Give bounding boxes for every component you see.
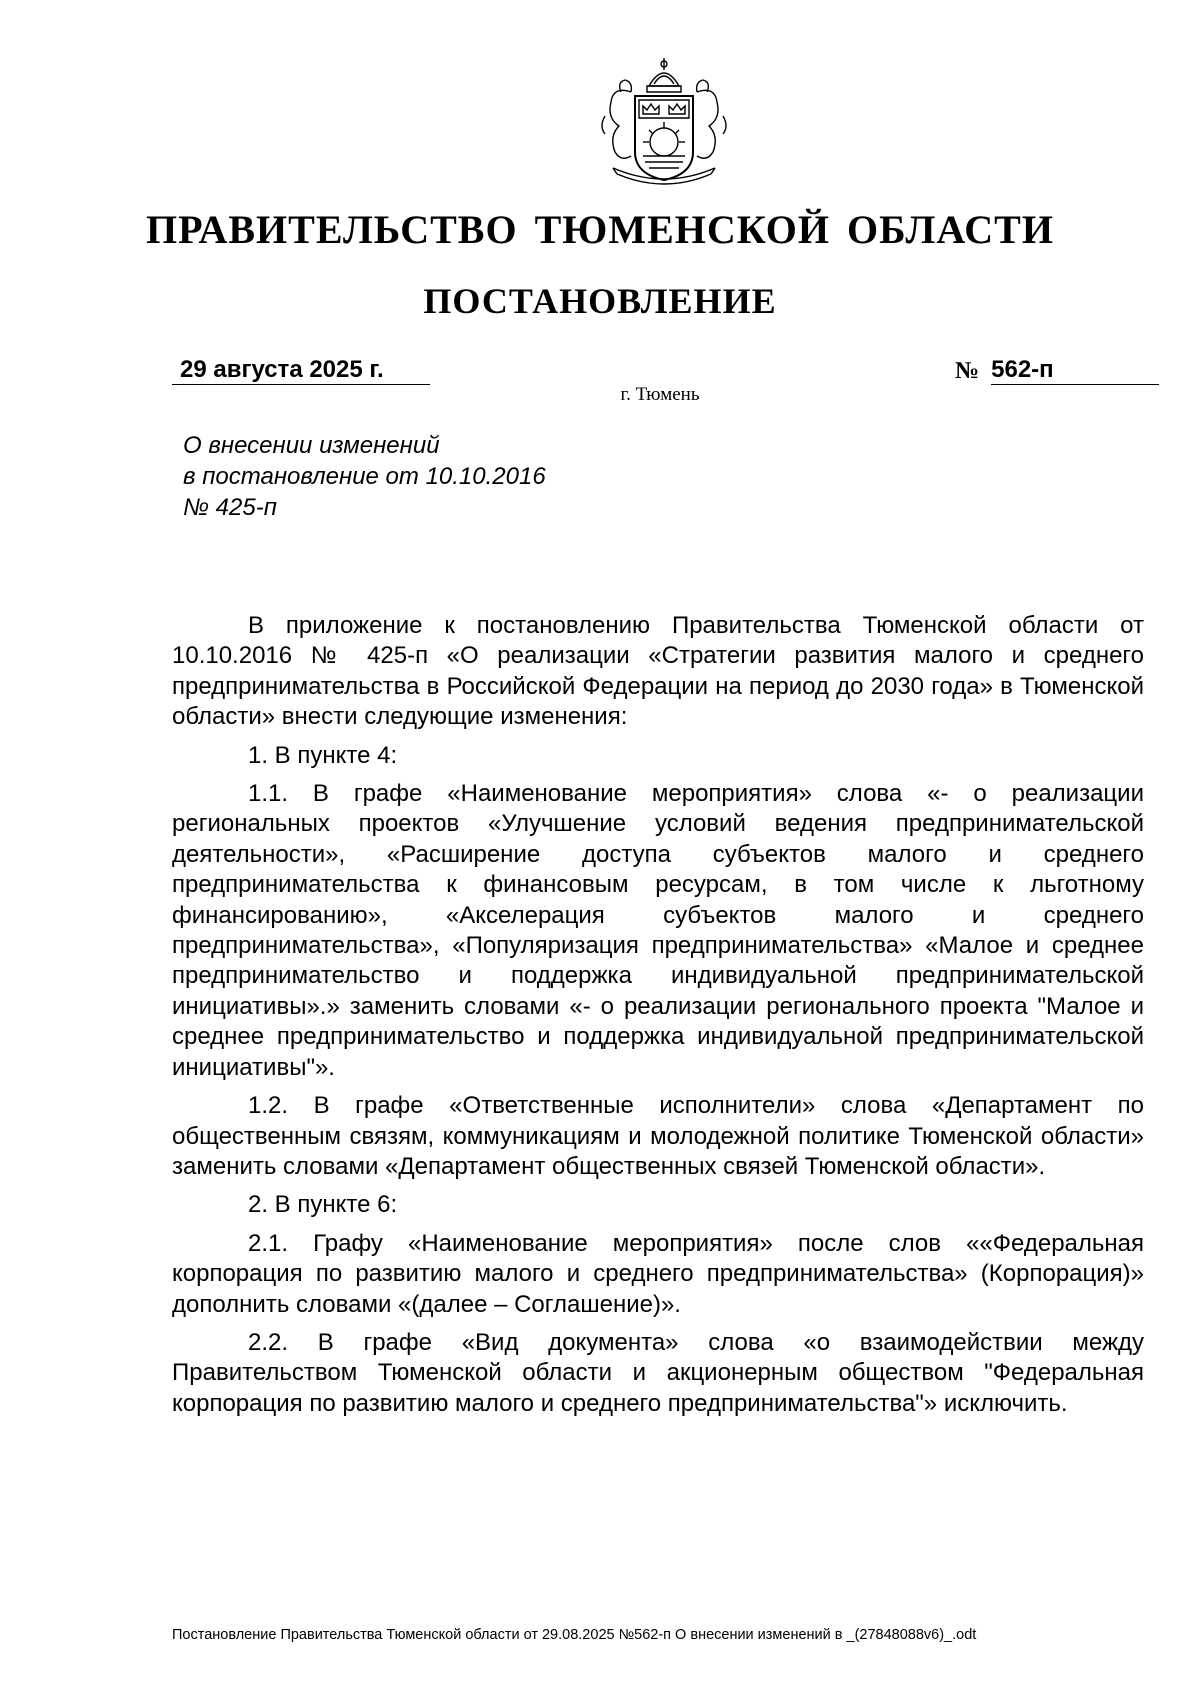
page-footer: Постановление Правительства Тюменской области от 29.08.2025 №562-п О внесении изменений в _(27848088v6)_.odt	[172, 1627, 977, 1643]
document-number-block	[955, 356, 1159, 385]
number-sign: №	[955, 358, 980, 384]
body-paragraph: 2. В пункте 6:	[248, 1191, 398, 1219]
document-type: ПОСТАНОВЛЕНИЕ	[423, 281, 777, 321]
subject-line: в постановление от 10.10.2016	[183, 463, 546, 490]
body-paragraph: 1.2. В графе «Ответственные исполнители» слова «Департамент по общественным связям, коммуникациям и молодежной политике Тюменской области» заменить словами «Департамент общественных связей Тюменской области».	[172, 1092, 1144, 1180]
body-paragraph: 2.2. В графе «Вид документа» слова «о взаимодействии между Правительством Тюменской области и акционерным обществом "Федеральная корпорация по развитию малого и среднего предпринимательства"» исключить.	[172, 1328, 1144, 1417]
document-subject	[183, 430, 546, 523]
body-paragraph: 1. В пункте 4:	[248, 741, 398, 769]
coat-of-arms-icon	[591, 56, 737, 194]
body-paragraph: 1.1. В графе «Наименование мероприятия» слова «- о реализации региональных проектов «Улучшение условий ведения предпринимательской деятельности», «Расширение доступа субъектов малого и среднего предпринимательства к финансовым ресурсам, в том числе к льготному финансированию», «Акселерация субъектов малого и среднего предпринимательства», «Популяризация предпринимательства» «Малое и среднее предпринимательство и поддержка индивидуальной предпринимательской инициативы».» заменить словами «- о реализации регионального проекта "Малое и среднее предпринимательство и поддержка индивидуальной предпринимательской инициативы"».	[172, 780, 1144, 1081]
government-title: ПРАВИТЕЛЬСТВО ТЮМЕНСКОЙ ОБЛАСТИ	[146, 207, 1054, 252]
body-paragraph: 2.1. Графу «Наименование мероприятия» после слов ««Федеральная корпорация по развитию малого и среднего предпринимательства» (Корпорация)» дополнить словами «(далее – Соглашение)».	[172, 1229, 1144, 1318]
city: г. Тюмень	[620, 384, 700, 405]
document-number: 562-п	[991, 356, 1159, 385]
document-body	[172, 611, 1144, 1427]
body-paragraph: В приложение к постановлению Правительства Тюменской области от 10.10.2016 № 425-п «О реализации «Стратегии развития малого и среднего предпринимательства в Российской Федерации на период до 2030 года» в Тюменской области» внести следующие изменения:	[172, 612, 1144, 731]
document-date: 29 августа 2025 г.	[172, 356, 430, 385]
subject-line: № 425-п	[183, 494, 277, 521]
subject-line: О внесении изменений	[183, 432, 440, 459]
